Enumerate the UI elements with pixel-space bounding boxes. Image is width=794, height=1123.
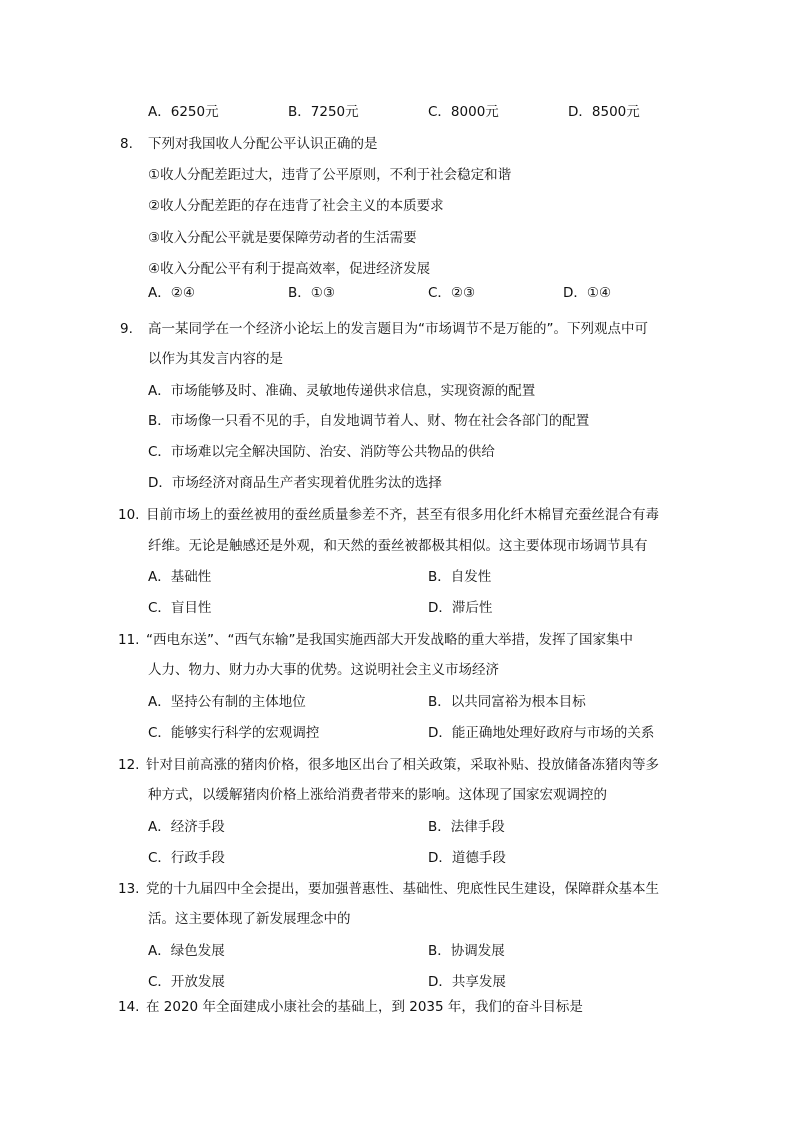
q8-item-2: ②收人分配差距的存在违背了社会主义的本质要求 <box>148 198 444 214</box>
q8-option-d: D．①④ <box>563 285 612 301</box>
q14-number: 14. <box>118 999 140 1015</box>
q12-stem-line-1: 针对目前高涨的猪肉价格，很多地区出台了相关政策，采取补贴、投放储备冻猪肉等多 <box>146 757 659 773</box>
q12-number: 12. <box>118 757 140 773</box>
q8-number: 8. <box>120 136 133 152</box>
q7-option-d: D．8500元 <box>568 104 640 120</box>
q13-option-c: C．开放发展 <box>148 974 225 990</box>
q9-stem-line-2: 以作为其发言内容的是 <box>148 351 283 367</box>
q10-number: 10. <box>118 507 140 523</box>
q10-option-d: D．滞后性 <box>428 600 493 616</box>
q10-stem-line-1: 目前市场上的蚕丝被用的蚕丝质量参差不齐，甚至有很多用化纤木棉冒充蚕丝混合有毒 <box>146 507 659 523</box>
q9-option-b: B．市场像一只看不见的手，自发地调节着人、财、物在社会各部门的配置 <box>148 413 590 429</box>
q10-stem-line-2: 纤维。无论是触感还是外观，和天然的蚕丝被都极其相似。这主要体现市场调节具有 <box>148 538 648 554</box>
q13-option-d: D．共享发展 <box>428 974 506 990</box>
q11-option-c: C．能够实行科学的宏观调控 <box>148 725 320 741</box>
q12-option-b: B．法律手段 <box>428 819 505 835</box>
q8-item-1: ①收人分配差距过大，违背了公平原则，不利于社会稳定和谐 <box>148 167 512 183</box>
q9-option-a: A．市场能够及时、准确、灵敏地传递供求信息，实现资源的配置 <box>148 383 536 399</box>
q12-option-a: A．经济手段 <box>148 819 225 835</box>
q9-option-d: D．市场经济对商品生产者实现着优胜劣汰的选择 <box>148 475 442 491</box>
q10-option-b: B．自发性 <box>428 569 492 585</box>
q14-stem: 在 2020 年全面建成小康社会的基础上，到 2035 年，我们的奋斗目标是 <box>146 999 583 1015</box>
q11-stem-line-2: 人力、物力、财力办大事的优势。这说明社会主义市场经济 <box>148 662 499 678</box>
q8-option-c: C．②③ <box>428 285 476 301</box>
q8-option-b: B．①③ <box>288 285 335 301</box>
q10-option-c: C．盲目性 <box>148 600 212 616</box>
q8-option-a: A．②④ <box>148 285 195 301</box>
q7-option-c: C．8000元 <box>428 104 499 120</box>
q9-stem-line-1: 高一某同学在一个经济小论坛上的发言题目为“市场调节不是万能的”。下列观点中可 <box>148 321 648 337</box>
q9-option-c: C．市场难以完全解决国防、治安、消防等公共物品的供给 <box>148 444 495 460</box>
q9-number: 9. <box>120 321 133 337</box>
q13-number: 13. <box>118 881 140 897</box>
q11-option-a: A．坚持公有制的主体地位 <box>148 694 306 710</box>
q8-stem: 下列对我国收人分配公平认识正确的是 <box>148 136 378 152</box>
q7-option-a: A．6250元 <box>148 104 219 120</box>
q13-option-a: A．绿色发展 <box>148 943 225 959</box>
q8-item-4: ④收入分配公平有利于提高效率，促进经济发展 <box>148 261 431 277</box>
q13-option-b: B．协调发展 <box>428 943 505 959</box>
q7-option-b: B．7250元 <box>288 104 359 120</box>
q13-stem-line-1: 党的十九届四中全会提出，要加强普惠性、基础性、兜底性民生建设，保障群众基本生 <box>146 881 659 897</box>
q11-option-b: B．以共同富裕为根本目标 <box>428 694 586 710</box>
q12-stem-line-2: 种方式，以缓解猪肉价格上涨给消费者带来的影响。这体现了国家宏观调控的 <box>148 787 607 803</box>
q12-option-c: C．行政手段 <box>148 850 225 866</box>
q10-option-a: A．基础性 <box>148 569 212 585</box>
q11-option-d: D．能正确地处理好政府与市场的关系 <box>428 725 655 741</box>
q8-item-3: ③收入分配公平就是要保障劳动者的生活需要 <box>148 230 417 246</box>
q13-stem-line-2: 活。这主要体现了新发展理念中的 <box>148 911 351 927</box>
q12-option-d: D．道德手段 <box>428 850 506 866</box>
q11-stem-line-1: “西电东送”、“西气东输”是我国实施西部大开发战略的重大举措，发挥了国家集中 <box>146 632 633 648</box>
q11-number: 11. <box>118 632 140 648</box>
q8-options <box>0 284 794 302</box>
q7-options <box>0 103 794 121</box>
